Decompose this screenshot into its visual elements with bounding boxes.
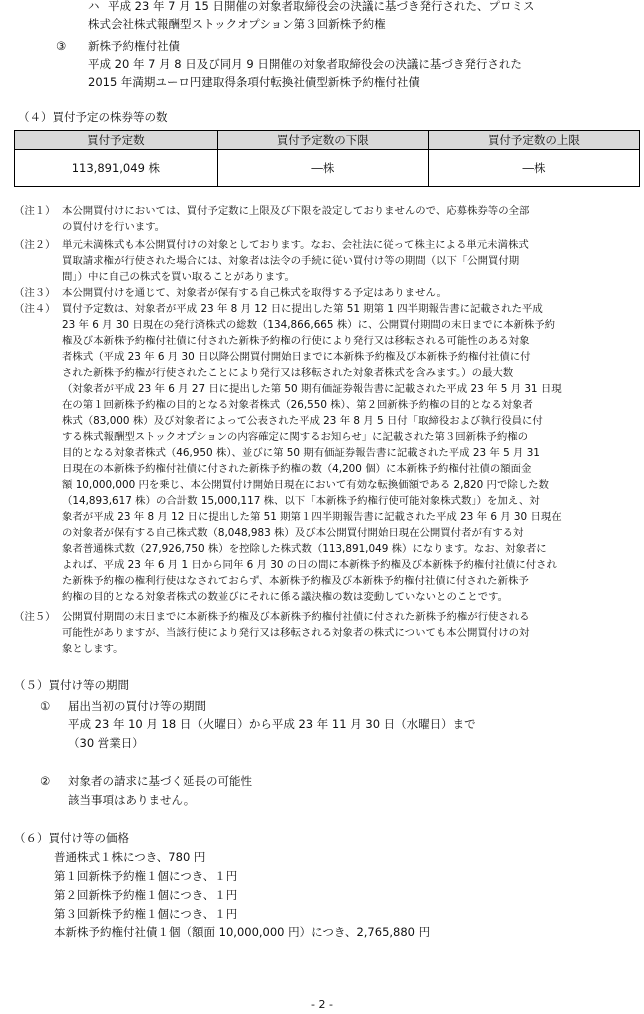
note-line: 買付予定数は、対象者が平成 23 年 8 月 12 日に提出した第 51 期第 1 四半期報告書に記載された平成 xyxy=(62,303,543,315)
table-cell: ―株 xyxy=(217,150,428,187)
section5-item1-title: 届出当初の買付け等の期間 xyxy=(68,699,206,713)
note-text xyxy=(62,609,640,657)
section4-title: （４）買付予定の株券等の数 xyxy=(18,110,168,124)
section5-item1-mark: ① xyxy=(40,699,51,713)
section5-item2-title: 対象者の請求に基づく延長の可能性 xyxy=(68,774,252,788)
note-line: 約権の目的となる対象者株式の数並びにそれに係る議決権の数は変動していないとのことです。 xyxy=(62,591,508,603)
note-line: 間」）中に自己の株式を買い取ることがあります。 xyxy=(62,271,295,283)
note-line: 公開買付期間の末日までに本新株予約権及び本新株予約権付社債に付された新株予約権が行使される xyxy=(62,611,530,623)
note-label: （注５） xyxy=(14,611,56,623)
section5-item2-text: 該当事項はありません。 xyxy=(68,793,196,807)
note-line: の買付けを行います。 xyxy=(62,221,166,233)
note-line: された新株予約権が行使されたことにより発行又は移転された対象者株式を含みます。）の最大数 xyxy=(62,367,514,379)
note-line: 23 年 6 月 30 日現在の発行済株式の総数（134,866,665 株）に、公開買付期間の末日までに本新株予約 xyxy=(62,319,556,331)
table-cell: 113,891,049 株 xyxy=(15,150,218,187)
price-line: 普通株式１株につき、780 円 xyxy=(54,850,206,864)
note-line: （14,893,617 株）の合計数 15,000,117 株、以下「本新株予約権行使可能対象株式数」）を加え、対 xyxy=(62,495,540,507)
section5-item2-mark: ② xyxy=(40,774,51,788)
note-line: 額 10,000,000 円を乗じ、本公開買付け開始日現在において有効な転換価額である 2,820 円で除した数 xyxy=(62,479,549,491)
note-line: 象者普通株式数（27,926,750 株）を控除した株式数（113,891,049 株）になります。なお、対象者に xyxy=(62,543,547,555)
item-3-title: 新株予約権付社債 xyxy=(88,39,180,53)
price-line: 第２回新株予約権１個につき、１円 xyxy=(54,888,238,902)
note-line: 可能性がありますが、当該行使により発行又は移転される対象者の株式についても本公開買付けの対 xyxy=(62,627,530,639)
note-line: 象者が平成 23 年 8 月 12 日に提出した第 51 期第１四半期報告書に記載された平成 23 年 6 月 30 日現在 xyxy=(62,511,562,523)
item-ha-mark: ハ xyxy=(88,0,100,13)
note-text xyxy=(62,285,640,301)
note-line: 者株式（平成 23 年 6 月 30 日以降公開買付開始日までに本新株予約権及び本新株予約権付社債に付 xyxy=(62,351,531,363)
item-3-line1: 平成 20 年 7 月 8 日及び同月 9 日開催の対象者取締役会の決議に基づき発行された xyxy=(88,57,522,71)
table-cell: ―株 xyxy=(428,150,639,187)
note-line: 買取請求権が行使された場合には、対象者は法令の手続に従い買付け等の期間（以下「公開買付期 xyxy=(62,255,520,267)
item-ha-line1: 平成 23 年 7 月 15 日開催の対象者取締役会の決議に基づき発行された、プロミス xyxy=(108,0,535,13)
note-line: 日現在の本新株予約権付社債に付された新株予約権の数（4,200 個）に本新株予約権付社債の額面金 xyxy=(62,463,532,475)
item-3-mark: ③ xyxy=(56,39,67,53)
item-ha-line2: 株式会社株式報酬型ストックオプション第３回新株予約権 xyxy=(88,17,386,31)
note-line: する株式報酬型ストックオプションの内容確定に関するお知らせ」に記載された第３回新株予約権の xyxy=(62,431,529,443)
note-label: （注４） xyxy=(14,303,56,315)
note-label: （注１） xyxy=(14,205,56,217)
note-line: 本公開買付けにおいては、買付予定数に上限及び下限を設定しておりませんので、応募株券等の全部 xyxy=(62,205,530,217)
section5-item1-period: 平成 23 年 10 月 18 日（火曜日）から平成 23 年 11 月 30 日（水曜日）まで xyxy=(68,717,476,731)
note-label: （注２） xyxy=(14,239,56,251)
item-3-line2: 2015 年満期ユーロ円建取得条項付転換社債型新株予約権付社債 xyxy=(88,75,420,89)
note-text xyxy=(62,203,640,235)
note-line: 在の第１回新株予約権の目的となる対象者株式（26,550 株）、第２回新株予約権の目的となる対象者 xyxy=(62,399,533,411)
table-header: 買付予定数の上限 xyxy=(428,131,639,150)
price-line: 第３回新株予約権１個につき、１円 xyxy=(54,907,238,921)
note-line: （対象者が平成 23 年 6 月 27 日に提出した第 50 期有価証券報告書に記載された平成 23 年 5 月 31 日現 xyxy=(62,383,562,395)
note-line: 本公開買付けを通じて、対象者が保有する自己株式を取得する予定はありません。 xyxy=(62,287,447,299)
price-line: 本新株予約権付社債１個（額面 10,000,000 円）につき、2,765,880 円 xyxy=(54,925,431,939)
purchase-quantity-table xyxy=(14,130,640,187)
note-line: た新株予約権の権利行使はなされておらず、本新株予約権及び本新株予約権付社債に付された新株予 xyxy=(62,575,529,587)
note-line: 株式（83,000 株）及び対象者によって公表された平成 23 年 8 月 5 日付「取締役および執行役員に付 xyxy=(62,415,543,427)
section6-title: （６）買付け等の価格 xyxy=(14,831,129,845)
note-line: 象とします。 xyxy=(62,643,124,655)
table-header: 買付予定数の下限 xyxy=(217,131,428,150)
section5-title: （５）買付け等の期間 xyxy=(14,678,129,692)
page-number: - 2 - xyxy=(311,998,333,1011)
note-line: 目的となる対象者株式（46,950 株）、並びに第 50 期有価証券報告書に記載された平成 23 年 5 月 31 xyxy=(62,447,540,459)
note-line: の対象者が保有する自己株式数（8,048,983 株）及び本公開買付開始日現在公開買付者が有する対 xyxy=(62,527,524,539)
note-label: （注３） xyxy=(14,287,56,299)
note-line: 権及び本新株予約権付社債に付された新株予約権の行使により発行又は移転される可能性のある対象 xyxy=(62,335,530,347)
note-line: 単元未満株式も本公開買付けの対象としております。なお、会社法に従って株主による単元未満株式 xyxy=(62,239,529,251)
note-line: よれば、平成 23 年 6 月 1 日から同年 6 月 30 の日の間に本新株予約権及び本新株予約権付社債に付され xyxy=(62,559,557,571)
price-line: 第１回新株予約権１個につき、１円 xyxy=(54,869,238,883)
section5-item1-days: （30 営業日） xyxy=(68,736,144,750)
note-text xyxy=(62,301,640,605)
note-text xyxy=(62,237,640,285)
table-header: 買付予定数 xyxy=(15,131,218,150)
